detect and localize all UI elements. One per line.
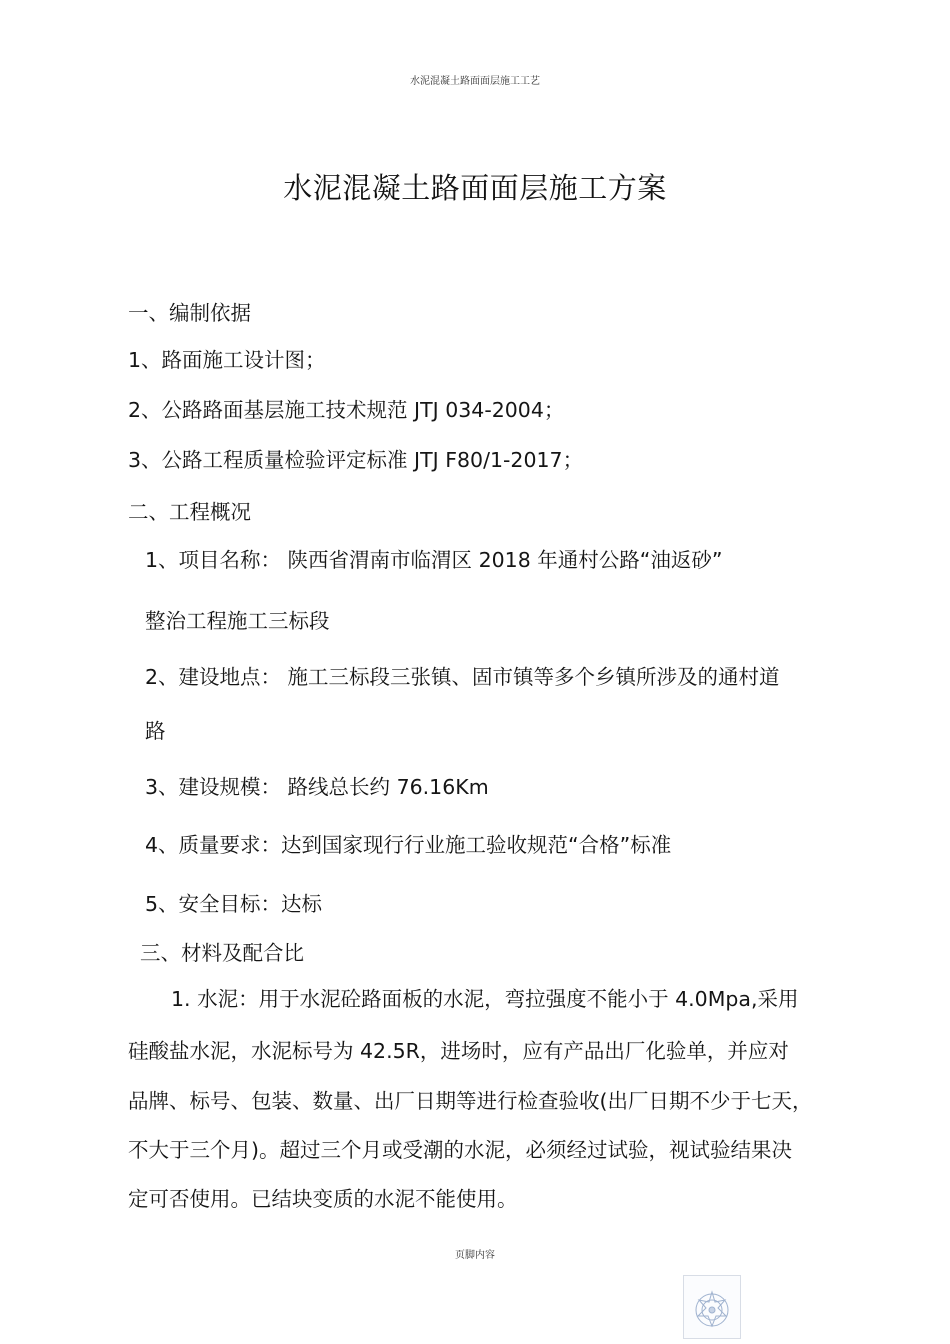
overview-item-4: 4、质量要求：达到国家现行行业施工验收规范“合格”标准 <box>145 833 672 857</box>
section-3-heading: 三、材料及配合比 <box>140 941 304 965</box>
basis-item-3: 3、公路工程质量检验评定标准 JTJ F80/1-2017； <box>128 448 584 472</box>
document-title: 水泥混凝土路面面层施工方案 <box>283 171 667 205</box>
cement-paragraph-line-3: 品牌、标号、包装、数量、出厂日期等进行检查验收(出厂日期不少于七天， <box>128 1089 813 1113</box>
section-1-heading: 一、编制依据 <box>128 301 251 325</box>
overview-item-3: 3、建设规模： 路线总长约 76.16Km <box>145 775 489 799</box>
section-2-heading: 二、工程概况 <box>128 500 251 524</box>
basis-item-1: 1、路面施工设计图； <box>128 348 326 372</box>
watermark-seal-icon <box>683 1275 741 1339</box>
cement-paragraph-line-5: 定可否使用。已结块变质的水泥不能使用。 <box>128 1187 518 1211</box>
cement-paragraph-line-2: 硅酸盐水泥，水泥标号为 42.5R，进场时，应有产品出厂化验单，并应对 <box>128 1039 789 1063</box>
page-header: 水泥混凝土路面面层施工工艺 <box>410 76 540 87</box>
cement-paragraph-line-1: 1. 水泥：用于水泥砼路面板的水泥，弯拉强度不能小于 4.0Mpa,采用 <box>171 987 799 1011</box>
overview-item-1-line-1: 1、项目名称： 陕西省渭南市临渭区 2018 年通村公路“油返砂” <box>145 548 723 572</box>
basis-item-2: 2、公路路面基层施工技术规范 JTJ 034-2004； <box>128 398 565 422</box>
cement-paragraph-line-4: 不大于三个月)。超过三个月或受潮的水泥，必须经过试验，视试验结果决 <box>128 1138 792 1162</box>
overview-item-2-line-2: 路 <box>145 719 166 743</box>
overview-item-5: 5、安全目标：达标 <box>145 892 323 916</box>
overview-item-2-line-1: 2、建设地点： 施工三标段三张镇、固市镇等多个乡镇所涉及的通村道 <box>145 665 780 689</box>
overview-item-1-line-2: 整治工程施工三标段 <box>145 609 330 633</box>
page-footer: 页脚内容 <box>455 1250 495 1261</box>
